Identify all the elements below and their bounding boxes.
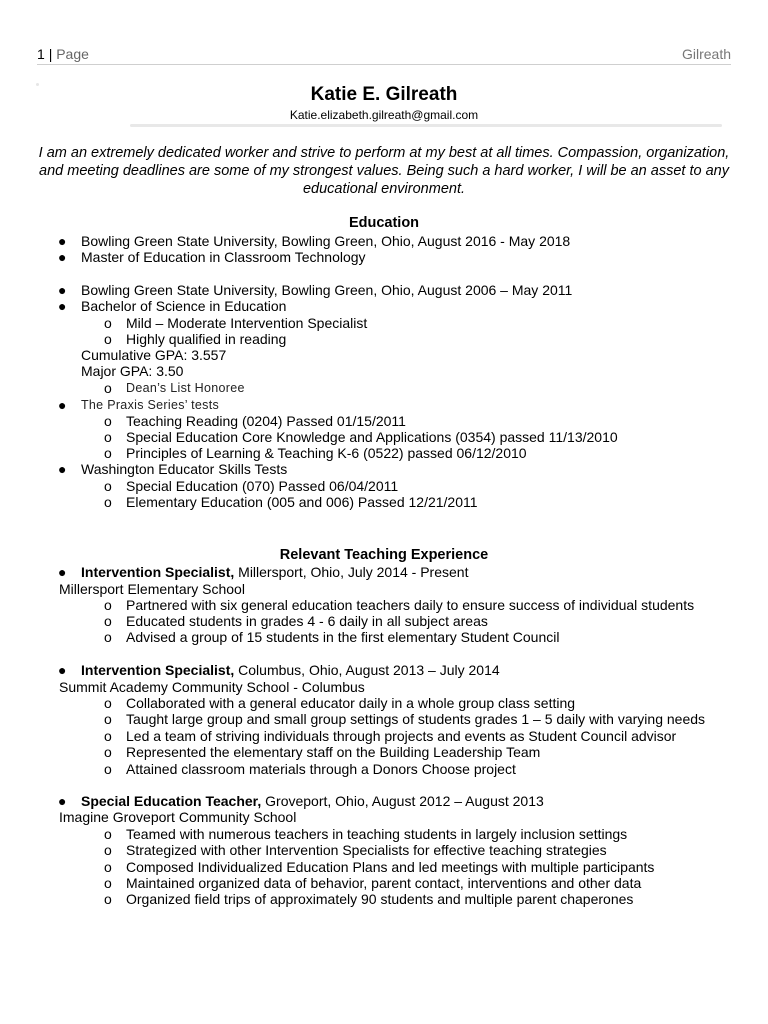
sub-bullet: o: [104, 728, 112, 744]
edu-line: Cumulative GPA: 3.557: [81, 347, 227, 363]
job-title-line: [81, 662, 500, 678]
sub-bullet: o: [104, 744, 112, 760]
education-heading: Education: [348, 215, 420, 231]
edu-line: Major GPA: 3.50: [81, 363, 184, 379]
bullet: ●: [58, 282, 67, 298]
sub-bullet: o: [104, 597, 112, 613]
job-duty: Partnered with six general education teachers daily to ensure success of individual students: [126, 597, 695, 613]
resume-name: Katie E. Gilreath: [310, 84, 458, 105]
email-address: Katie.elizabeth.gilreath@gmail.com: [289, 108, 479, 122]
sub-bullet: o: [104, 891, 112, 907]
job-role: Intervention Specialist,: [81, 564, 235, 580]
job-role: Special Education Teacher,: [81, 793, 262, 809]
edu-line: Highly qualified in reading: [126, 331, 287, 347]
edu-line: Dean’s List Honoree: [126, 381, 245, 395]
job-duty: Composed Individualized Education Plans and led meetings with multiple participants: [126, 859, 655, 875]
page-header: [37, 46, 731, 65]
sub-bullet: o: [104, 695, 112, 711]
edu-line: Special Education (070) Passed 06/04/2011: [126, 478, 399, 494]
job-duty: Advised a group of 15 students in the first elementary Student Council: [126, 629, 560, 645]
job-school: Millersport Elementary School: [59, 581, 245, 597]
edu-line: Elementary Education (005 and 006) Passed 12/21/2011: [126, 494, 478, 510]
divider-rule: [130, 124, 722, 127]
sub-bullet: o: [104, 711, 112, 727]
edu-line: Bowling Green State University, Bowling Green, Ohio, August 2006 – May 2011: [81, 282, 573, 298]
edu-line: Bachelor of Science in Education: [81, 298, 287, 314]
bullet: ●: [58, 564, 67, 580]
edu-line: Principles of Learning & Teaching K-6 (0522) passed 06/12/2010: [126, 445, 527, 461]
job-duty: Strategized with other Intervention Specialists for effective teaching strategies: [126, 842, 607, 858]
edu-line: Mild – Moderate Intervention Specialist: [126, 315, 368, 331]
sub-bullet: o: [104, 380, 112, 396]
bullet: ●: [58, 249, 67, 265]
page-label: Page: [56, 46, 89, 62]
job-title-line: [81, 793, 544, 809]
job-duty: Led a team of striving individuals through projects and events as Student Council advisor: [126, 728, 677, 744]
job-location-dates: Groveport, Ohio, August 2012 – August 2013: [261, 793, 544, 809]
edu-line: Teaching Reading (0204) Passed 01/15/2011: [126, 413, 406, 429]
job-location-dates: Millersport, Ohio, July 2014 - Present: [234, 564, 469, 580]
edu-line: Master of Education in Classroom Technology: [81, 249, 366, 265]
page-number: 1: [37, 46, 45, 62]
job-duty: Taught large group and small group settings of students grades 1 – 5 daily with varying needs: [126, 711, 706, 727]
job-school: Summit Academy Community School - Columbus: [59, 679, 365, 695]
sub-bullet: o: [104, 315, 112, 331]
job-location-dates: Columbus, Ohio, August 2013 – July 2014: [234, 662, 500, 678]
summary-statement: I am an extremely dedicated worker and strive to perform at my best at all times. Compassion, organization, and meeting deadlines are some of my strongest values. Being such a hard worker, I will be an asset to any educational environment.: [38, 145, 730, 197]
edu-line: Special Education Core Knowledge and Applications (0354) passed 11/13/2010: [126, 429, 618, 445]
job-duty: Teamed with numerous teachers in teaching students in largely inclusion settings: [126, 826, 628, 842]
bullet: ●: [58, 298, 67, 314]
sub-bullet: o: [104, 613, 112, 629]
edu-line: Washington Educator Skills Tests: [81, 461, 288, 477]
edu-line: The Praxis Series’ tests: [81, 398, 220, 412]
sub-bullet: o: [104, 629, 112, 645]
header-surname: Gilreath: [681, 46, 731, 62]
sub-bullet: o: [104, 429, 112, 445]
sub-bullet: o: [104, 842, 112, 858]
sub-bullet: o: [104, 859, 112, 875]
sub-bullet: o: [104, 875, 112, 891]
sub-bullet: o: [104, 445, 112, 461]
sub-bullet: o: [104, 478, 112, 494]
job-duty: Educated students in grades 4 - 6 daily in all subject areas: [126, 613, 488, 629]
bullet: ●: [58, 662, 67, 678]
header-separator: |: [48, 46, 53, 62]
job-duty: Organized field trips of approximately 90 students and multiple parent chaperones: [126, 891, 634, 907]
job-duty: Maintained organized data of behavior, parent contact, interventions and other data: [126, 875, 642, 891]
sub-bullet: o: [104, 826, 112, 842]
job-duty: Collaborated with a general educator daily in a whole group class setting: [126, 695, 576, 711]
job-duty: Represented the elementary staff on the Building Leadership Team: [126, 744, 541, 760]
bullet: ●: [58, 397, 67, 413]
bullet: ●: [58, 793, 67, 809]
edu-line: Bowling Green State University, Bowling Green, Ohio, August 2016 - May 2018: [81, 233, 571, 249]
sub-bullet: o: [104, 413, 112, 429]
bullet: ●: [58, 233, 67, 249]
job-duty: Attained classroom materials through a Donors Choose project: [126, 761, 516, 777]
sub-bullet: o: [104, 761, 112, 777]
bullet: ●: [58, 461, 67, 477]
sub-bullet: o: [104, 331, 112, 347]
sub-bullet: o: [104, 494, 112, 510]
job-role: Intervention Specialist,: [81, 662, 235, 678]
experience-heading: Relevant Teaching Experience: [279, 547, 489, 563]
job-title-line: [81, 564, 468, 580]
job-school: Imagine Groveport Community School: [59, 809, 297, 825]
